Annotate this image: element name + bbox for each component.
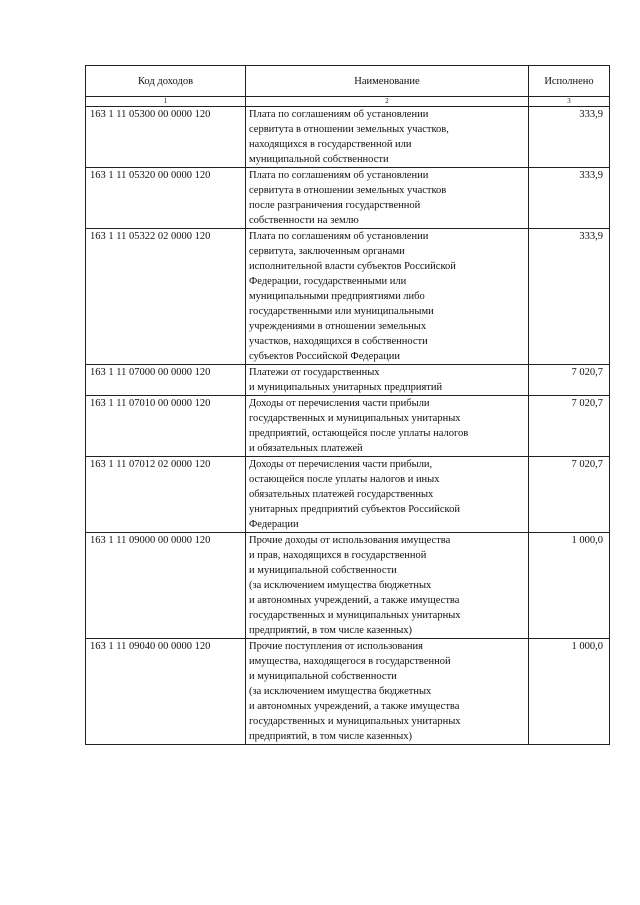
revenue-code: 163 1 11 05322 02 0000 120 <box>86 229 246 365</box>
column-number-row <box>86 97 610 107</box>
revenue-name-line: и обязательных платежей <box>249 443 363 454</box>
revenue-name-line: унитарных предприятий субъектов Российской <box>249 504 460 515</box>
revenue-name-line: (за исключением имущества бюджетных <box>249 686 432 697</box>
revenue-name <box>246 457 529 533</box>
revenue-name-line: учреждениями в отношении земельных <box>249 321 427 332</box>
revenue-table <box>85 65 610 745</box>
revenue-code: 163 1 11 05300 00 0000 120 <box>86 107 246 168</box>
revenue-name-line: Федерации <box>249 519 299 530</box>
executed-amount: 333,9 <box>529 168 610 229</box>
revenue-name <box>246 365 529 396</box>
revenue-name-line: государственными или муниципальными <box>249 306 434 317</box>
revenue-name-line: Плата по соглашениям об установлении <box>249 170 429 181</box>
document-page <box>85 65 609 745</box>
revenue-code: 163 1 11 07000 00 0000 120 <box>86 365 246 396</box>
revenue-name-line: государственных и муниципальных унитарных <box>249 610 461 621</box>
revenue-code: 163 1 11 09000 00 0000 120 <box>86 533 246 639</box>
table-row <box>86 107 610 168</box>
table-row <box>86 533 610 639</box>
header-value: Исполнено <box>529 66 610 97</box>
revenue-name-line: и муниципальных унитарных предприятий <box>249 382 443 393</box>
column-number-1: 1 <box>86 97 246 107</box>
revenue-name-line: Прочие поступления от использования <box>249 641 423 652</box>
revenue-name-line: Прочие доходы от использования имущества <box>249 535 451 546</box>
table-row <box>86 639 610 745</box>
revenue-name-line: предприятий, в том числе казенных) <box>249 625 413 636</box>
revenue-name <box>246 639 529 745</box>
revenue-name-line: сервитута в отношении земельных участков, <box>249 124 449 135</box>
revenue-name-line: и муниципальной собственности <box>249 565 397 576</box>
revenue-name-line: сервитута, заключенным органами <box>249 246 405 257</box>
revenue-name-line: после разграничения государственной <box>249 200 421 211</box>
revenue-name-line: и прав, находящихся в государственной <box>249 550 427 561</box>
revenue-name-line: остающейся после уплаты налогов и иных <box>249 474 440 485</box>
revenue-name-line: муниципальными предприятиями либо <box>249 291 425 302</box>
revenue-name-line: сервитута в отношении земельных участков <box>249 185 447 196</box>
revenue-name-line: предприятий, в том числе казенных) <box>249 731 413 742</box>
executed-amount: 1 000,0 <box>529 639 610 745</box>
revenue-name-line: государственных и муниципальных унитарных <box>249 413 461 424</box>
revenue-name-line: и автономных учреждений, а также имущества <box>249 595 460 606</box>
revenue-name-line: находящихся в государственной или <box>249 139 412 150</box>
revenue-code: 163 1 11 05320 00 0000 120 <box>86 168 246 229</box>
revenue-name <box>246 168 529 229</box>
revenue-name <box>246 533 529 639</box>
revenue-name-line: собственности на землю <box>249 215 359 226</box>
executed-amount: 1 000,0 <box>529 533 610 639</box>
revenue-name-line: и автономных учреждений, а также имущества <box>249 701 460 712</box>
revenue-name-line: имущества, находящегося в государственной <box>249 656 451 667</box>
table-row <box>86 457 610 533</box>
revenue-code: 163 1 11 09040 00 0000 120 <box>86 639 246 745</box>
revenue-name <box>246 396 529 457</box>
table-row <box>86 396 610 457</box>
column-number-3: 3 <box>529 97 610 107</box>
revenue-name-line: предприятий, остающейся после уплаты налогов <box>249 428 469 439</box>
revenue-name-line: субъектов Российской Федерации <box>249 351 401 362</box>
revenue-name <box>246 107 529 168</box>
table-row <box>86 365 610 396</box>
revenue-name-line: государственных и муниципальных унитарных <box>249 716 461 727</box>
revenue-name-line: Доходы от перечисления части прибыли <box>249 398 430 409</box>
revenue-name-line: обязательных платежей государственных <box>249 489 434 500</box>
table-row <box>86 168 610 229</box>
revenue-name-line: (за исключением имущества бюджетных <box>249 580 432 591</box>
revenue-code: 163 1 11 07012 02 0000 120 <box>86 457 246 533</box>
revenue-name-line: Доходы от перечисления части прибыли, <box>249 459 433 470</box>
table-row <box>86 229 610 365</box>
column-number-2: 2 <box>246 97 529 107</box>
executed-amount: 333,9 <box>529 107 610 168</box>
revenue-name-line: и муниципальной собственности <box>249 671 397 682</box>
revenue-name-line: муниципальной собственности <box>249 154 389 165</box>
revenue-name-line: исполнительной власти субъектов Российской <box>249 261 456 272</box>
executed-amount: 7 020,7 <box>529 457 610 533</box>
executed-amount: 333,9 <box>529 229 610 365</box>
revenue-name <box>246 229 529 365</box>
header-code: Код доходов <box>86 66 246 97</box>
table-header-row <box>86 66 610 97</box>
revenue-name-line: Федерации, государственными или <box>249 276 407 287</box>
revenue-name-line: Плата по соглашениям об установлении <box>249 231 429 242</box>
revenue-name-line: Платежи от государственных <box>249 367 380 378</box>
executed-amount: 7 020,7 <box>529 365 610 396</box>
header-name: Наименование <box>246 66 529 97</box>
revenue-name-line: Плата по соглашениям об установлении <box>249 109 429 120</box>
revenue-code: 163 1 11 07010 00 0000 120 <box>86 396 246 457</box>
executed-amount: 7 020,7 <box>529 396 610 457</box>
revenue-name-line: участков, находящихся в собственности <box>249 336 428 347</box>
